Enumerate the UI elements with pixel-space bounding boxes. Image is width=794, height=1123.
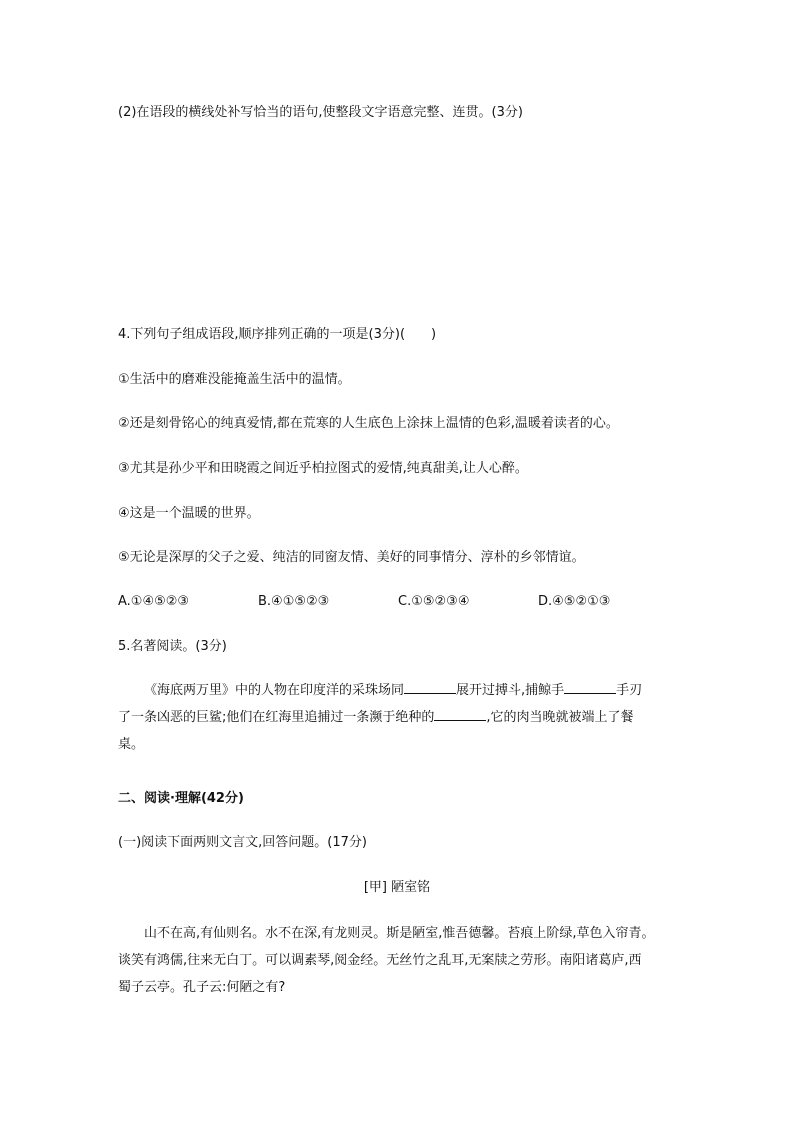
passage-text: 了一条凶恶的巨鲨;他们在红海里追捕过一条濒于绝种的 — [118, 710, 435, 725]
option-a: A.①④⑤②③ — [118, 594, 190, 609]
passage-title: [甲] 陋室铭 — [363, 880, 431, 895]
fill-blank-2[interactable] — [564, 679, 616, 694]
option-c: C.①⑤②③④ — [398, 594, 470, 609]
question-4-stem: 4.下列句子组成语段,顺序排列正确的一项是(3分)( ) — [118, 327, 437, 342]
passage-line: 谈笑有鸿儒,往来无白丁。可以调素琴,阅金经。无丝竹之乱耳,无案牍之劳形。南阳诸葛庐,西 — [118, 953, 642, 968]
passage-line: 蜀子云亭。孔子云:何陋之有? — [118, 980, 286, 995]
question-4-options — [118, 592, 678, 612]
option-d: D.④⑤②①③ — [538, 594, 611, 609]
question-5-stem: 5.名著阅读。(3分) — [118, 639, 227, 654]
sentence-4: ④这是一个温暖的世界。 — [118, 506, 260, 521]
part-1-instruction: (一)阅读下面两则文言文,回答问题。(17分) — [118, 835, 367, 850]
passage-text: 展开过搏斗,捕鲸手 — [456, 683, 565, 698]
classical-passage — [118, 920, 678, 1001]
passage-text: ,它的肉当晚就被端上了餐 — [486, 710, 634, 725]
sentence-2: ②还是刻骨铭心的纯真爱情,都在荒寒的人生底色上涂抹上温情的色彩,温暖着读者的心。 — [118, 416, 619, 431]
question-5-passage — [118, 677, 678, 758]
sentence-5: ⑤无论是深厚的父子之爱、纯洁的同窗友情、美好的同事情分、淳朴的乡邻情谊。 — [118, 550, 585, 565]
fill-blank-1[interactable] — [404, 679, 456, 694]
option-b: B.④①⑤②③ — [258, 594, 330, 609]
passage-text: 桌。 — [118, 737, 145, 752]
fill-blank-3[interactable] — [434, 706, 486, 721]
passage-line: 山不在高,有仙则名。水不在深,有龙则灵。斯是陋室,惟吾德馨。苔痕上阶绿,草色入帘青。 — [144, 926, 655, 941]
passage-text: 手刃 — [616, 683, 643, 698]
passage-text: 《海底两万里》中的人物在印度洋的采珠场同 — [144, 683, 405, 698]
sentence-1: ①生活中的磨难没能掩盖生活中的温情。 — [118, 372, 351, 387]
section-heading: 二、阅读·理解(42分) — [118, 791, 244, 806]
sentence-3: ③尤其是孙少平和田晓霞之间近乎柏拉图式的爱情,纯真甜美,让人心醉。 — [118, 461, 528, 476]
question-3-sub-2: (2)在语段的横线处补写恰当的语句,使整段文字语意完整、连贯。(3分) — [118, 105, 523, 120]
